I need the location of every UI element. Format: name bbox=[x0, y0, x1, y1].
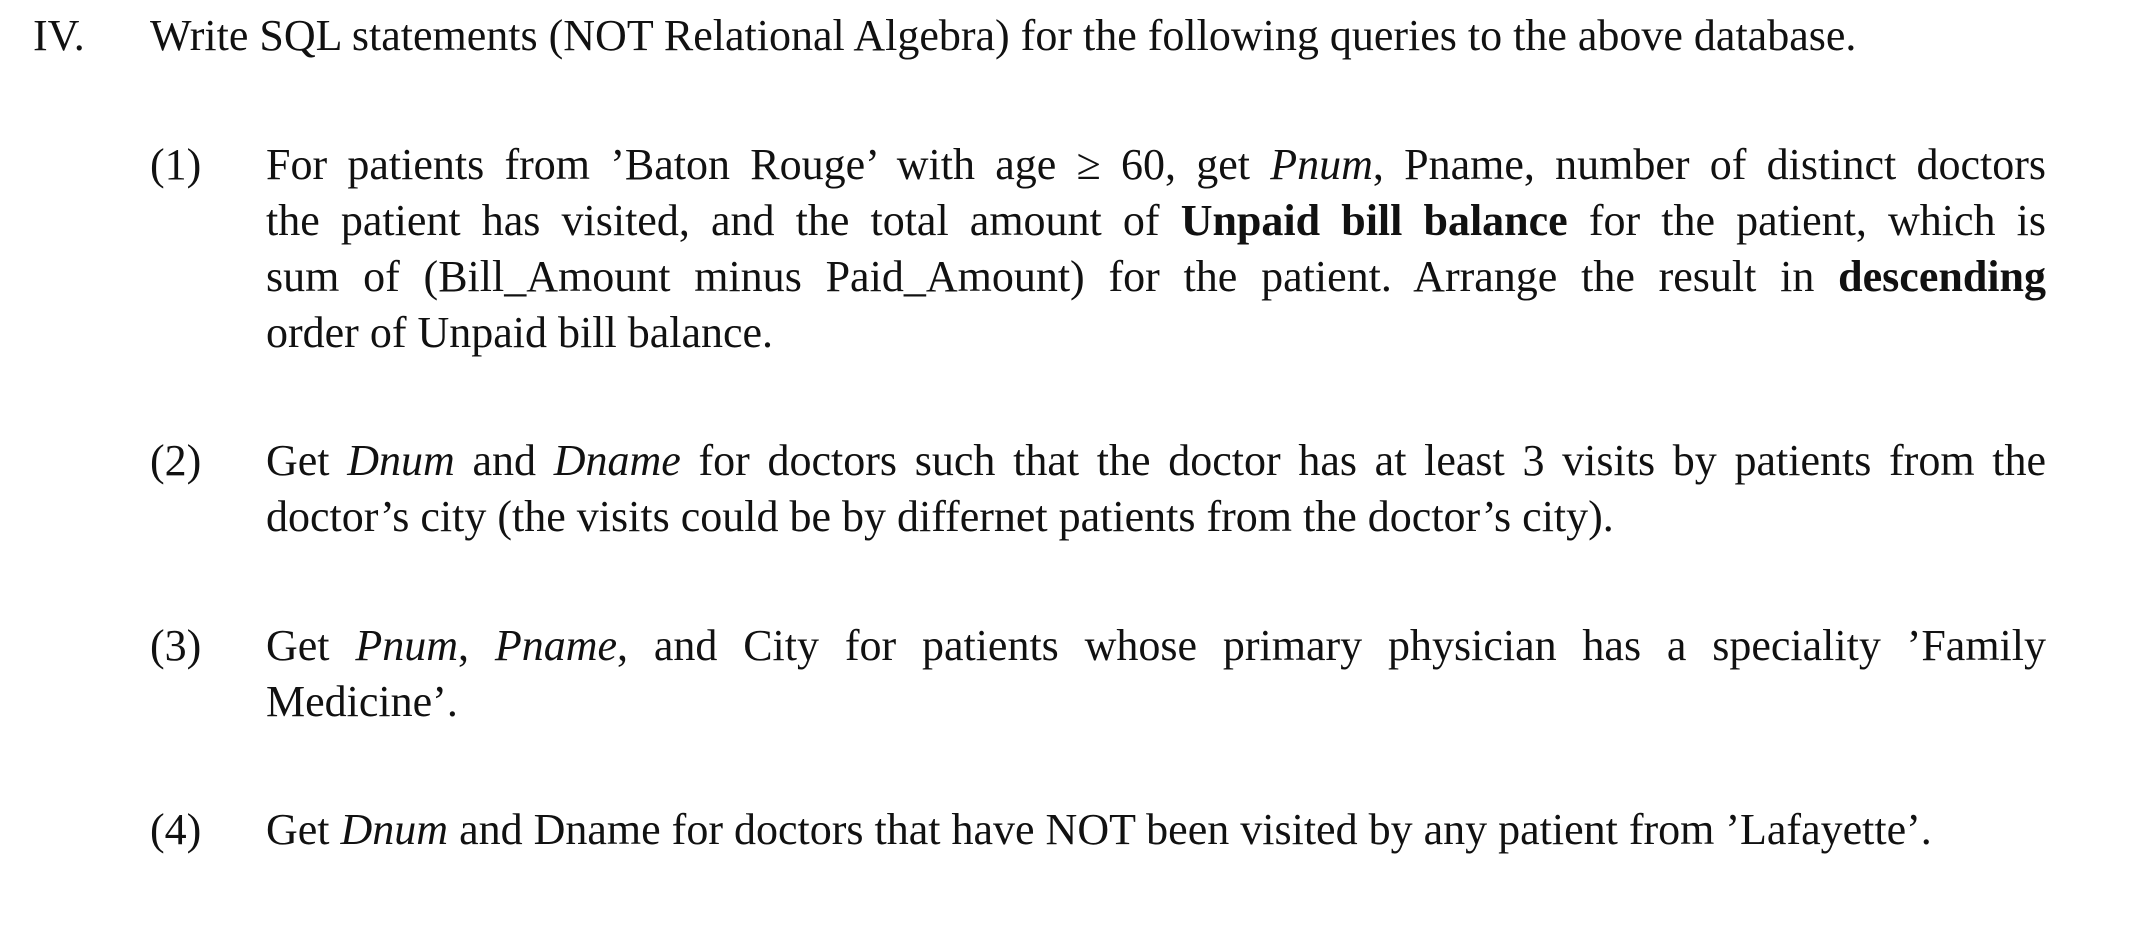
term-dname: Dname bbox=[553, 436, 681, 485]
term-dnum: Dnum bbox=[347, 436, 455, 485]
term-pnum: Pnum bbox=[355, 621, 459, 670]
question-2-line-1 bbox=[266, 433, 2046, 489]
text-run: the patient has visited, and the total amount of bbox=[266, 196, 1181, 245]
question-2-number: (2) bbox=[150, 436, 202, 485]
question-3-line-2 bbox=[266, 674, 2046, 730]
term-pnum: Pnum bbox=[1270, 140, 1373, 189]
text-run: , and City for patients whose primary physician has a speciality ’Family bbox=[617, 621, 2047, 670]
term-dnum: Dnum bbox=[340, 805, 449, 854]
question-4-text bbox=[266, 802, 2046, 858]
term-descending: descending bbox=[1838, 252, 2046, 301]
question-3-text bbox=[266, 618, 2046, 730]
section-number: IV. bbox=[33, 11, 85, 60]
question-2-line-2 bbox=[266, 489, 2046, 545]
question-3-number: (3) bbox=[150, 621, 202, 670]
text-run: and bbox=[454, 436, 554, 485]
text-run: Medicine’. bbox=[266, 677, 458, 726]
question-1-number: (1) bbox=[150, 140, 202, 189]
text-run: For patients from ’Baton Rouge’ with age ≥ 60, get bbox=[266, 140, 1271, 189]
question-1-line-4 bbox=[266, 305, 2046, 361]
term-unpaid-bill-balance: Unpaid bill balance bbox=[1180, 196, 1568, 245]
question-1-line-2 bbox=[266, 193, 2046, 249]
question-1-line-3 bbox=[266, 249, 2046, 305]
question-1-text bbox=[266, 137, 2046, 361]
term-pname: Pname bbox=[494, 621, 618, 670]
text-run: order of Unpaid bill balance. bbox=[266, 308, 774, 357]
text-run: , bbox=[458, 621, 495, 670]
question-4-number: (4) bbox=[150, 805, 202, 854]
text-run: , Pname, number of distinct doctors bbox=[1372, 140, 2046, 189]
text-run: and Dname for doctors that have NOT been visited by any patient from ’Lafayette’. bbox=[448, 805, 1932, 854]
text-run: for doctors such that the doctor has at least 3 visits by patients from the bbox=[680, 436, 2047, 485]
text-run: sum of (Bill_Amount minus Paid_Amount) for the patient. Arrange the result in bbox=[266, 252, 1839, 301]
text-run: for the patient, which is bbox=[1567, 196, 2046, 245]
question-1-line-1 bbox=[266, 137, 2046, 193]
text-run: Get bbox=[266, 805, 341, 854]
text-run: Get bbox=[266, 621, 356, 670]
question-4-line-1 bbox=[266, 802, 2046, 858]
question-2-text bbox=[266, 433, 2046, 545]
question-3-line-1 bbox=[266, 618, 2046, 674]
text-run: doctor’s city (the visits could be by differnet patients from the doctor’s city). bbox=[266, 492, 1614, 541]
section-instruction: Write SQL statements (NOT Relational Algebra) for the following queries to the above database. bbox=[150, 11, 1857, 60]
text-run: Get bbox=[266, 436, 348, 485]
